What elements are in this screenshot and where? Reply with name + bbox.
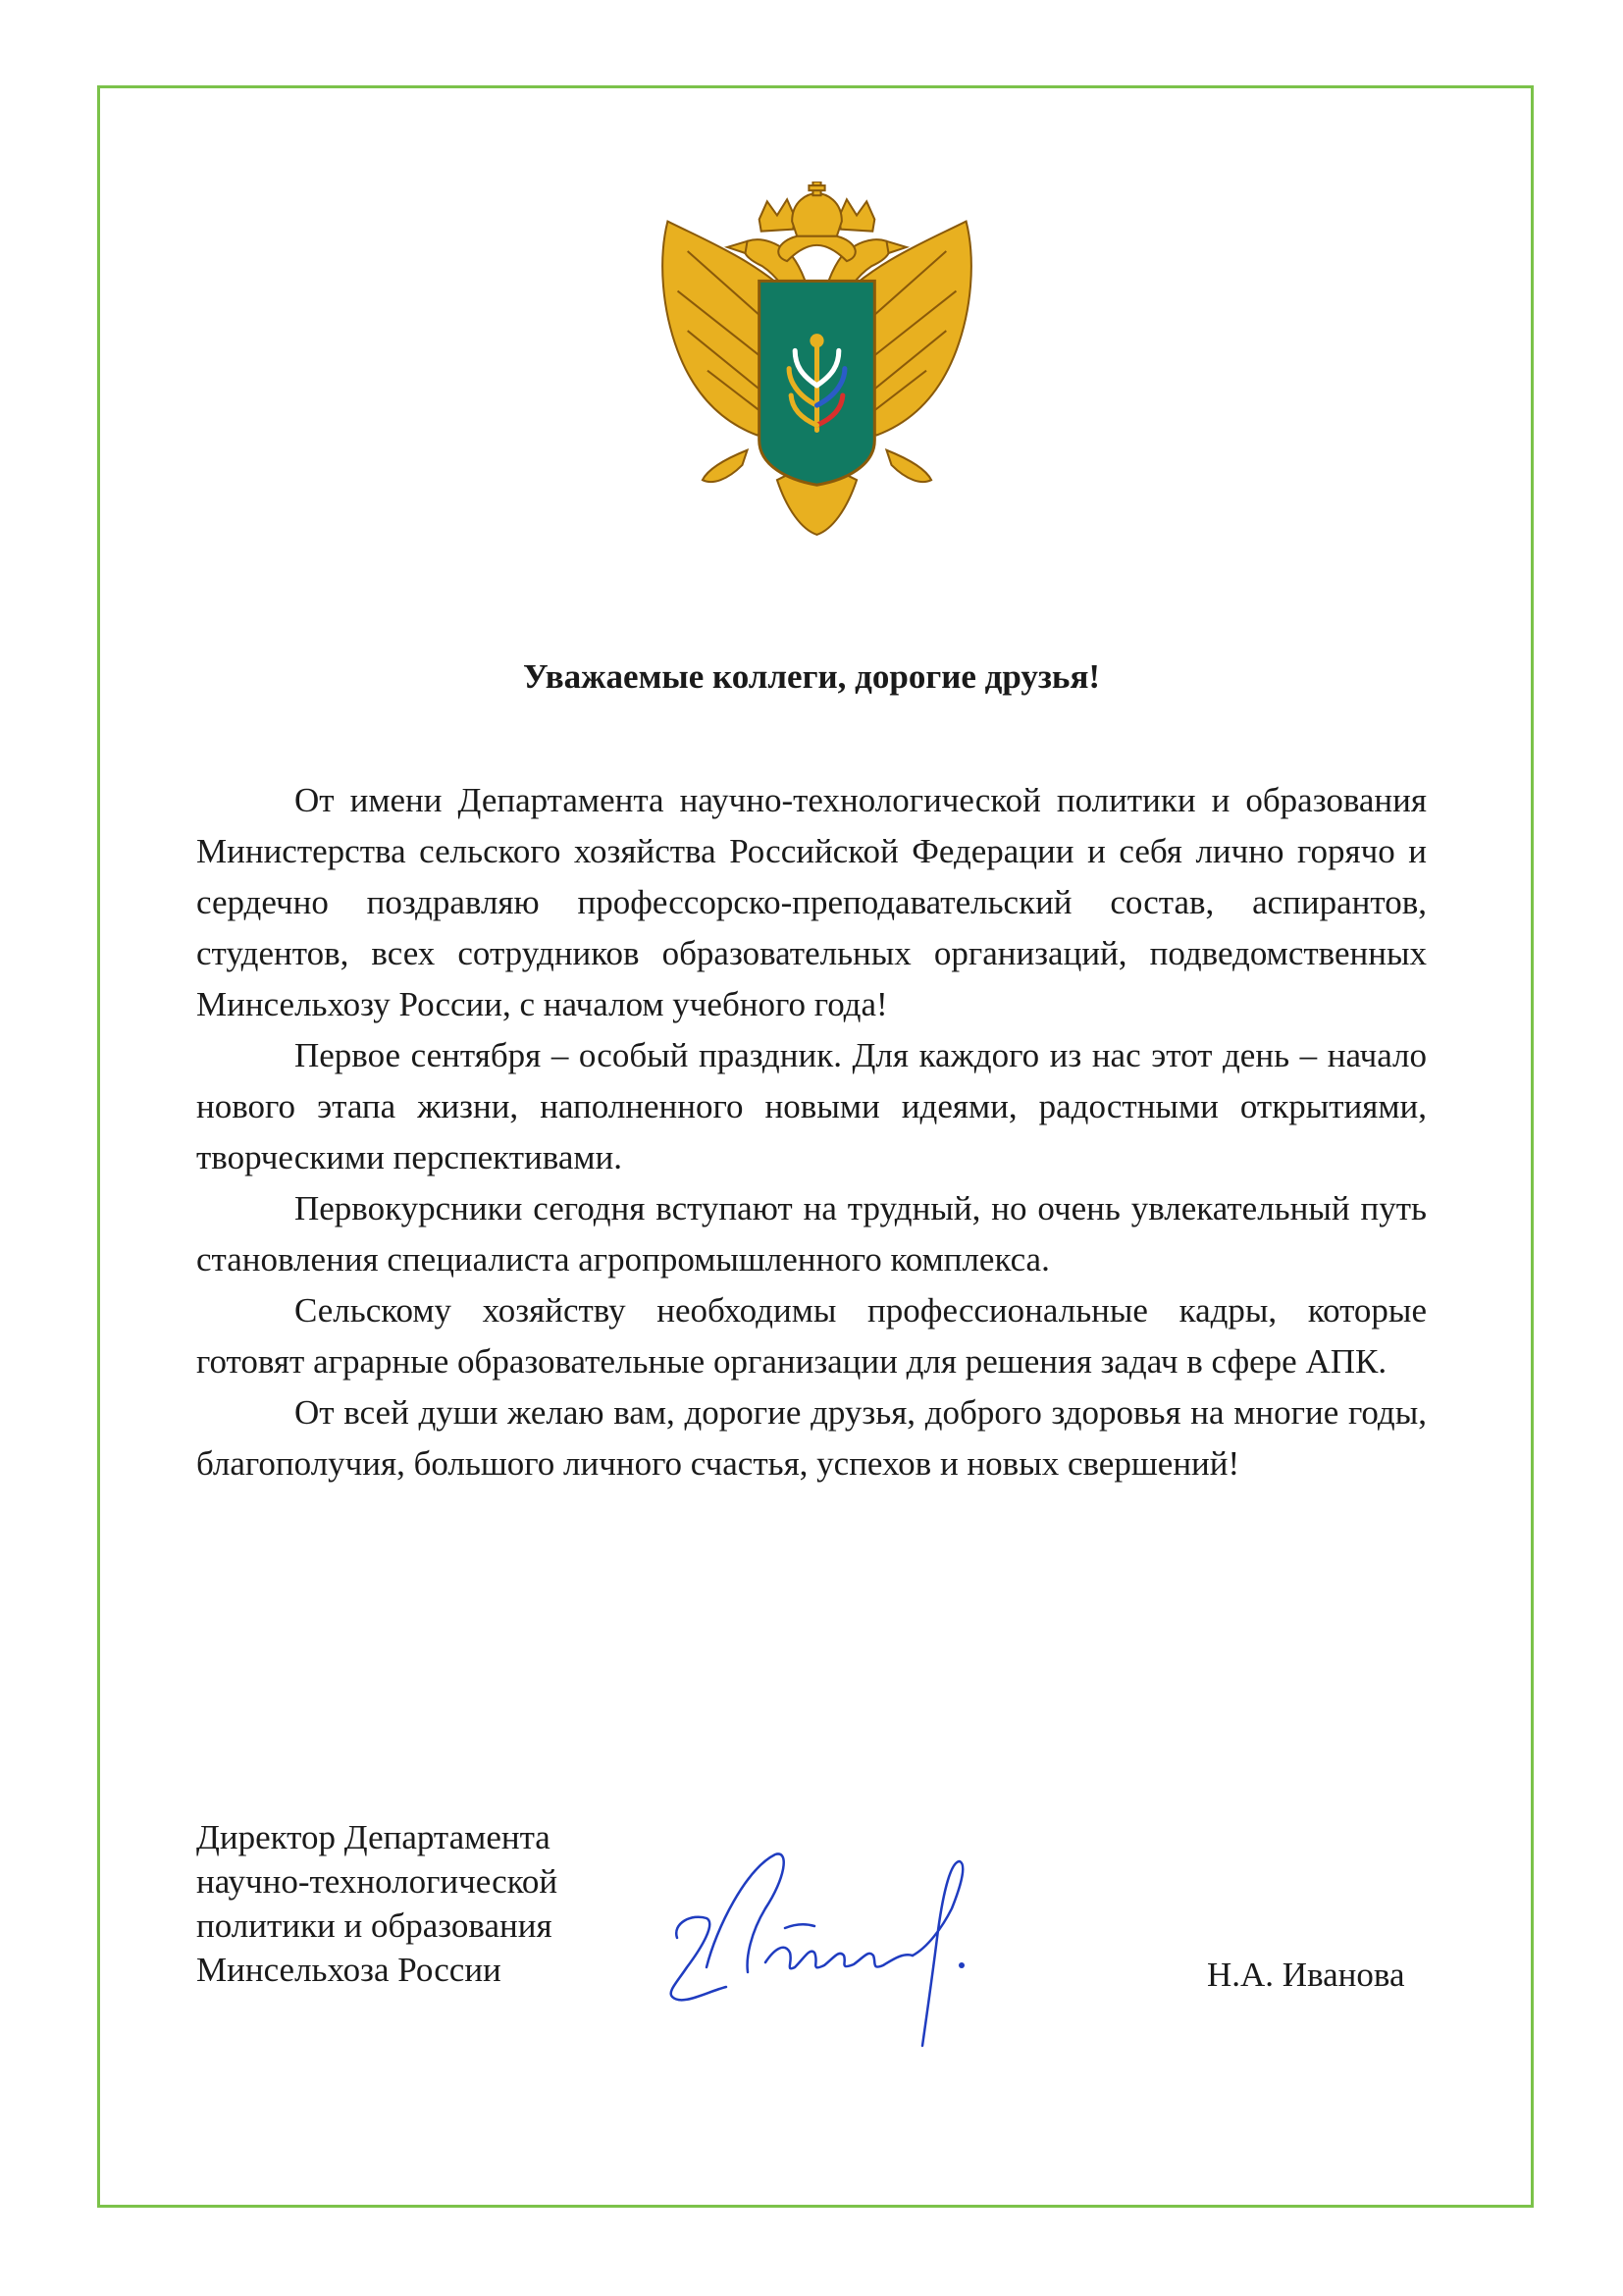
signer-title-line: политики и образования	[196, 1906, 552, 1945]
signer-name: Н.А. Иванова	[1207, 1956, 1405, 1994]
letter-paragraph: Первое сентября – особый праздник. Для каждого из нас этот день – начало нового этапа жизни, наполненного новыми идеями, радостными открытиями, творческими перспективами.	[196, 1036, 1427, 1176]
signer-title-line: научно-технологической	[196, 1862, 558, 1901]
letter-paragraph: Сельскому хозяйству необходимы профессиональные кадры, которые готовят аграрные образовательные организации для решения задач в сфере АПК.	[196, 1291, 1427, 1381]
double-headed-eagle-emblem-icon	[648, 182, 986, 540]
letter-paragraph: От всей души желаю вам, дорогие друзья, доброго здоровья на многие годы, благополучия, большого личного счастья, успехов и новых свершений!	[196, 1393, 1427, 1483]
signer-title	[196, 1815, 557, 1992]
handwritten-signature	[648, 1840, 1040, 2065]
letter-paragraph: От имени Департамента научно-технологической политики и образования Министерства сельского хозяйства Российской Федерации и себя лично горячо и сердечно поздравляю профессорско-преподавательский состав, аспирантов, студентов, всех сотрудников образовательных организаций, подведомственных Минсельхозу России, с началом учебного года!	[196, 781, 1427, 1023]
letter-paragraph: Первокурсники сегодня вступают на трудный, но очень увлекательный путь становления специалиста агропромышленного комплекса.	[196, 1189, 1427, 1278]
signer-title-line: Минсельхоза России	[196, 1951, 501, 1989]
letter-body	[196, 775, 1427, 1489]
greeting-heading: Уважаемые коллеги, дорогие друзья!	[522, 657, 1101, 696]
signer-title-line: Директор Департамента	[196, 1818, 550, 1856]
